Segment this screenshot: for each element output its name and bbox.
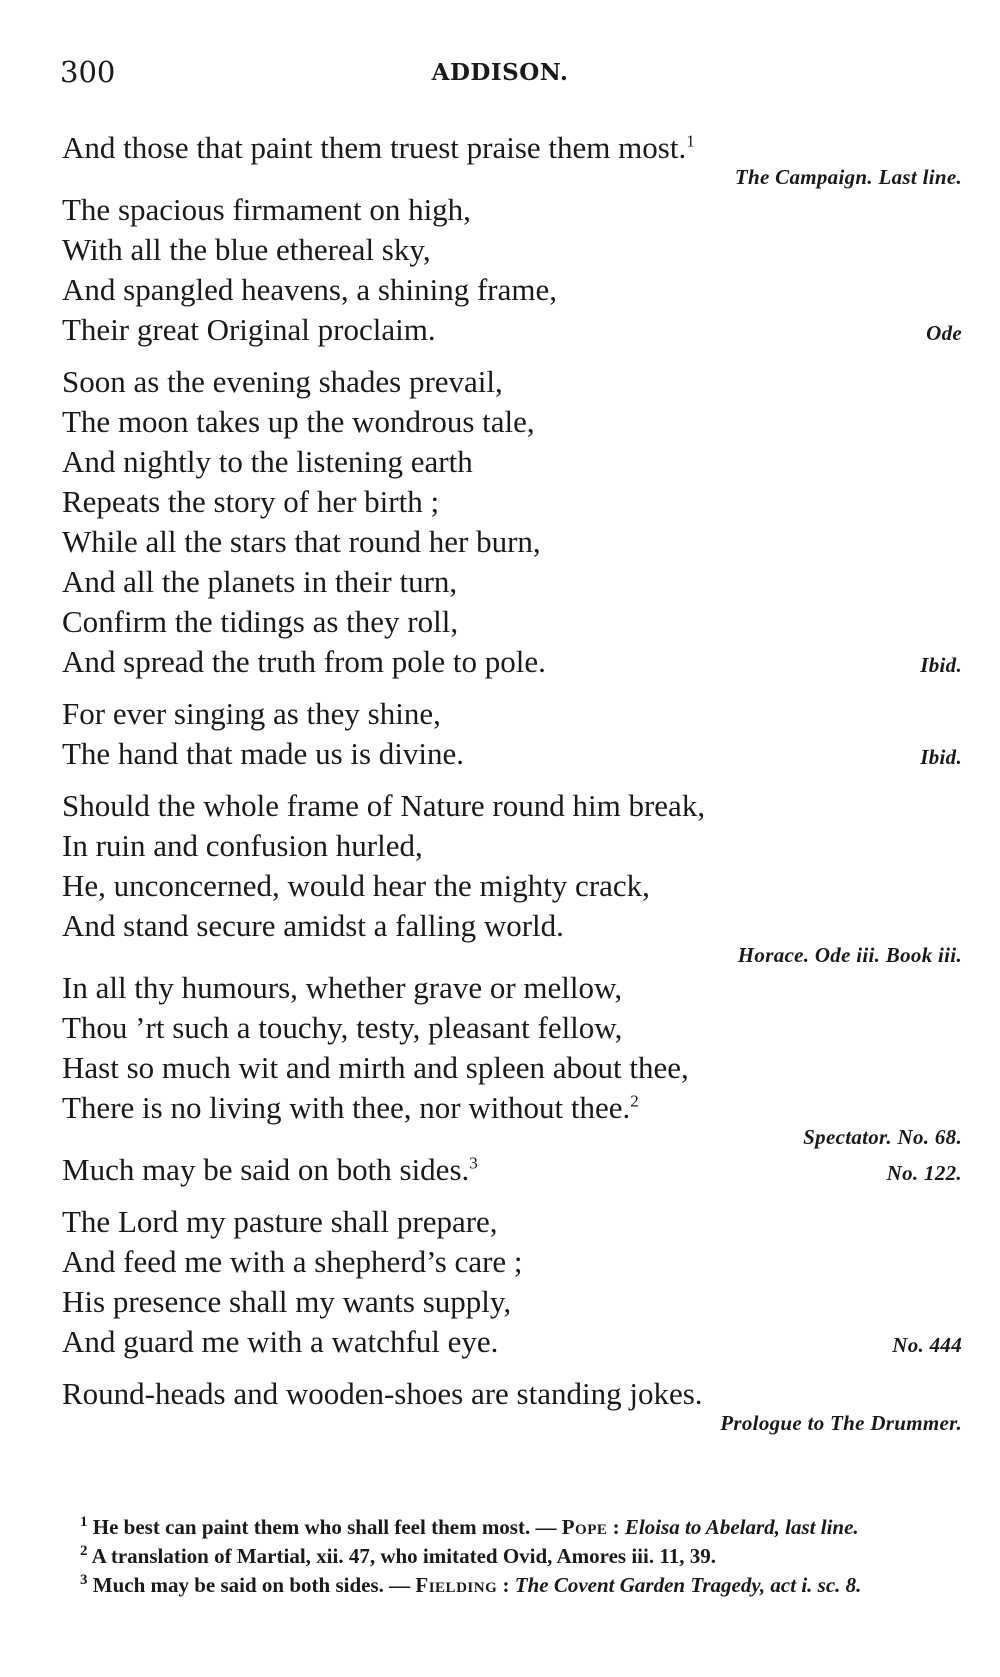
footnote: $^1$ He best can paint them who shall feel them most. — Pope : Eloisa to Abelard, last line. [80, 1514, 859, 1539]
verse-line: Round-heads and wooden-shoes are standing jokes. [62, 1376, 703, 1411]
source-citation: Ibid. [920, 745, 962, 769]
page-number: 300 [60, 55, 116, 89]
footnote-author: Pope [561, 1515, 608, 1539]
footnote: $^2$ A translation of Martial, xii. 47, who imitated Ovid, Amores iii. 11, 39. [80, 1543, 716, 1568]
quotations [62, 128, 962, 1436]
footnote-work: The Covent Garden Tragedy, act i. sc. 8. [514, 1573, 862, 1597]
verse-line: In all thy humours, whether grave or mellow, [62, 970, 623, 1005]
footnote-ref: 1 [686, 131, 695, 151]
footnote-ref: 2 [630, 1091, 639, 1111]
verse-line: And stand secure amidst a falling world. [62, 908, 564, 943]
verse-line: And spangled heavens, a shining frame, [62, 272, 558, 307]
verse-line: Thou ’rt such a touchy, testy, pleasant fellow, [62, 1010, 623, 1045]
verse-line: He, unconcerned, would hear the mighty crack, [62, 868, 650, 903]
quotation [62, 128, 962, 190]
verse-line: The hand that made us is divine. Ibid. [62, 734, 962, 777]
verse-line: For ever singing as they shine, [62, 696, 441, 731]
footnote: $^3$ Much may be said on both sides. — Fielding : The Covent Garden Tragedy, act i. sc. 8. [80, 1572, 862, 1597]
verse-line: Confirm the tidings as they roll, [62, 604, 459, 639]
verse-line: Hast so much wit and mirth and spleen about thee, [62, 1050, 689, 1085]
verse-line: And spread the truth from pole to pole. Ibid. [62, 642, 962, 685]
verse-line: And guard me with a watchful eye. No. 444 [62, 1322, 962, 1365]
verse-line: Soon as the evening shades prevail, [62, 364, 503, 399]
source-citation: Ode [926, 321, 962, 345]
quotation [62, 190, 962, 353]
source-citation: Spectator. No. 68. [803, 1125, 962, 1149]
quotation [62, 1202, 962, 1365]
quotation [62, 1374, 962, 1436]
footnotes [62, 1513, 962, 1600]
source-citation: No. 444 [892, 1333, 962, 1357]
quotation [62, 968, 962, 1150]
verse-line: Much may be said on both sides.$^3$ No. 122. [62, 1150, 962, 1193]
verse-line: The Lord my pasture shall prepare, [62, 1204, 498, 1239]
verse-line: And nightly to the listening earth [62, 444, 473, 479]
verse-line: His presence shall my wants supply, [62, 1284, 512, 1319]
verse-line: And all the planets in their turn, [62, 564, 458, 599]
footnote-number: 3 [80, 1572, 88, 1588]
source-citation: The Campaign. Last line. [734, 165, 962, 189]
footnote-number: 2 [80, 1543, 88, 1559]
quotation [62, 694, 962, 777]
quotation [62, 786, 962, 968]
footnote-work: Eloisa to Abelard, last line. [624, 1515, 859, 1539]
footnote-author: Fielding [415, 1573, 498, 1597]
footnote-ref: 3 [469, 1153, 478, 1173]
verse-line: Should the whole frame of Nature round him break, [62, 788, 706, 823]
verse-line: The spacious firmament on high, [62, 192, 471, 227]
quotation [62, 362, 962, 685]
verse-line: And feed me with a shepherd’s care ; [62, 1244, 523, 1279]
verse-line: While all the stars that round her burn, [62, 524, 541, 559]
verse-line: With all the blue ethereal sky, [62, 232, 431, 267]
source-citation: Ibid. [920, 653, 962, 677]
source-citation: Horace. Ode iii. Book iii. [737, 943, 962, 967]
verse-line: And those that paint them truest praise them most.$^1$ [62, 130, 695, 165]
quotation [62, 1150, 962, 1193]
verse-line: Their great Original proclaim. Ode [62, 310, 962, 353]
footnote-number: 1 [80, 1514, 88, 1530]
verse-line: In ruin and confusion hurled, [62, 828, 423, 863]
source-citation: Prologue to The Drummer. [720, 1411, 962, 1435]
verse-line: Repeats the story of her birth ; [62, 484, 440, 519]
running-head: ADDISON. [431, 59, 569, 86]
verse-line: The moon takes up the wondrous tale, [62, 404, 535, 439]
verse-line: There is no living with thee, nor without thee.$^2$ [62, 1090, 639, 1125]
page-header [60, 55, 940, 95]
source-citation: No. 122. [886, 1161, 962, 1185]
